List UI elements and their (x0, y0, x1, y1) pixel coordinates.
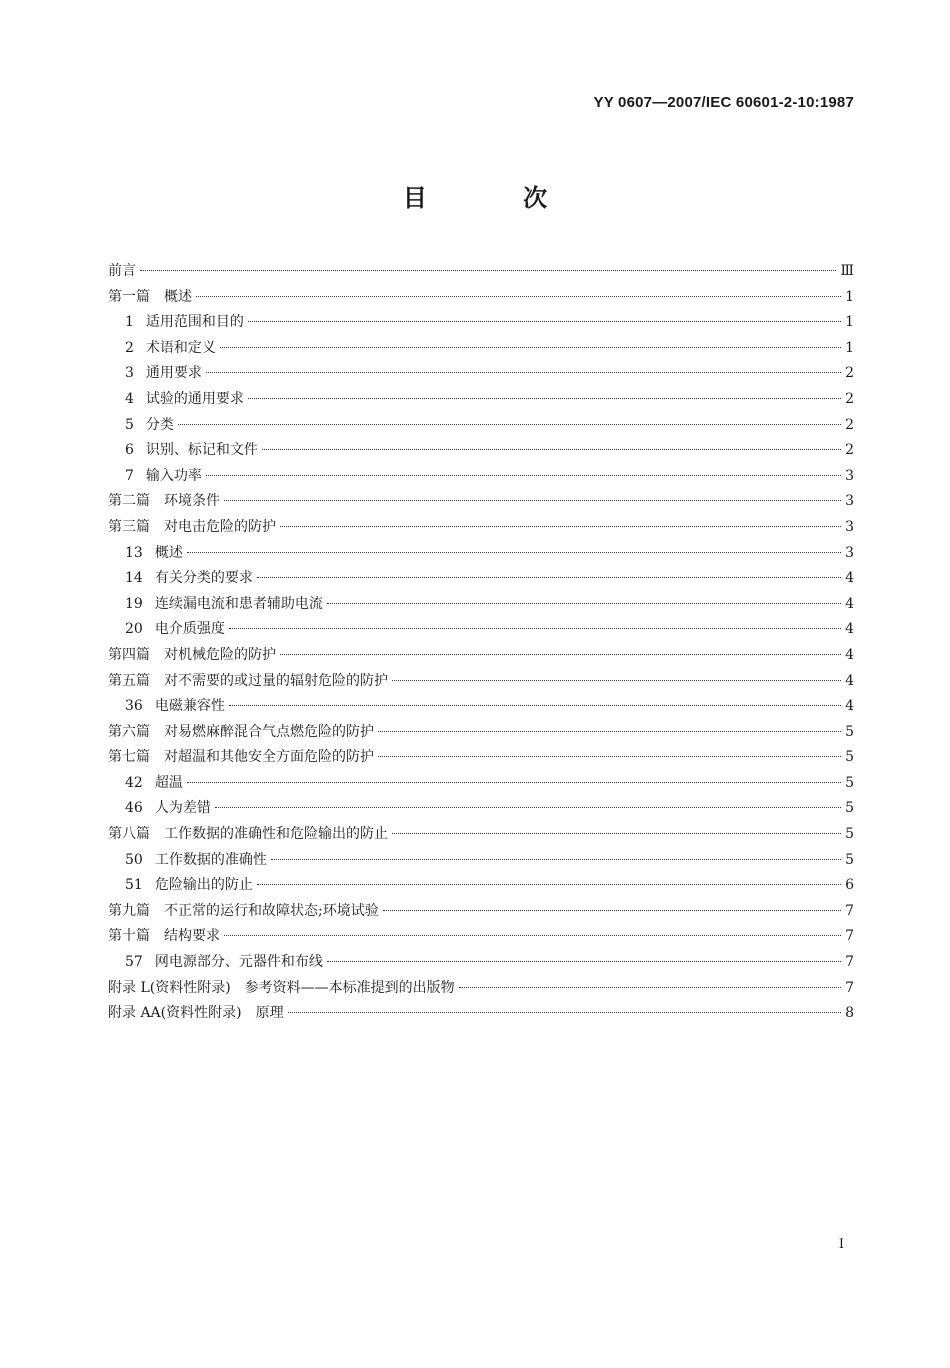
toc-entry-page: 7 (845, 979, 854, 996)
toc-entry-label (108, 285, 192, 311)
dot-leader (229, 705, 841, 706)
toc-entry-label (108, 643, 276, 669)
toc-entry-title: 第七篇 对超温和其他安全方面危险的防护 (108, 749, 374, 766)
toc-entry-page: 5 (845, 800, 854, 817)
toc-entry-label (108, 899, 379, 925)
toc-entry-title: 第一篇 概述 (108, 288, 192, 305)
toc-entry[interactable] (108, 515, 854, 541)
dot-leader (288, 1012, 841, 1013)
toc-entry-page: 4 (845, 646, 854, 663)
toc-entry-title: 第六篇 对易燃麻醉混合气点燃危险的防护 (108, 723, 374, 740)
toc-entry[interactable] (108, 310, 854, 336)
toc-entry-page: 4 (845, 570, 854, 587)
toc-entry-page: 3 (845, 493, 854, 510)
toc-entry[interactable] (108, 924, 854, 950)
toc-entry-title: 分类 (145, 416, 174, 433)
toc-entry-page: 5 (845, 851, 854, 868)
toc-entry-number: 57 (125, 954, 143, 971)
toc-entry[interactable] (108, 771, 854, 797)
toc-entry-title: 第四篇 对机械危险的防护 (108, 646, 276, 663)
toc-entry-label (108, 745, 374, 771)
toc-entry-title: 第三篇 对电击危险的防护 (108, 518, 276, 535)
toc-entry-title: 附录 AA(资料性附录) 原理 (108, 1005, 284, 1022)
toc-entry-number: 1 (125, 314, 134, 331)
toc-entry[interactable] (108, 592, 854, 618)
toc-entry-page: 4 (845, 698, 854, 715)
dot-leader (187, 552, 841, 553)
dot-leader (262, 449, 841, 450)
toc-entry-page: 4 (845, 595, 854, 612)
toc-entry-label (125, 617, 225, 643)
toc-entry-label (125, 336, 216, 362)
toc-entry-page: 4 (845, 621, 854, 638)
toc-entry-title: 适用范围和目的 (145, 314, 244, 331)
toc-entry-label (125, 413, 174, 439)
toc-entry-number: 19 (125, 595, 143, 612)
toc-entry[interactable] (108, 694, 854, 720)
toc-entry[interactable] (108, 438, 854, 464)
dot-leader (327, 961, 841, 962)
toc-entry-title: 术语和定义 (145, 339, 216, 356)
toc-entry-title: 概述 (154, 544, 183, 561)
dot-leader (383, 910, 841, 911)
toc-entry[interactable] (108, 285, 854, 311)
toc-entry-title: 第八篇 工作数据的准确性和危险输出的防止 (108, 826, 388, 843)
toc-entry-page: 1 (845, 339, 854, 356)
toc-entry-title: 超温 (154, 774, 183, 791)
toc-entry-label (125, 387, 244, 413)
toc-entry-label (108, 720, 374, 746)
toc-entry[interactable] (108, 899, 854, 925)
toc-entry-label (108, 1001, 284, 1027)
toc-entry-label (108, 976, 455, 1002)
toc-entry-label (125, 310, 244, 336)
dot-leader (206, 475, 841, 476)
toc-entry-label (108, 515, 276, 541)
toc-entry-page: 2 (845, 390, 854, 407)
toc-entry-number: 50 (125, 851, 143, 868)
toc-entry-title: 通用要求 (145, 365, 202, 382)
toc-entry-label (108, 669, 388, 695)
dot-leader (187, 782, 841, 783)
toc-entry-number: 51 (125, 877, 143, 894)
toc-entry-label (125, 464, 202, 490)
toc-entry[interactable] (108, 361, 854, 387)
dot-leader (459, 987, 841, 988)
page-title: 目 次 (402, 184, 592, 212)
toc-entry-number: 13 (125, 544, 143, 561)
toc-entry-page: Ⅲ (840, 263, 854, 279)
page-number: I (838, 1237, 844, 1252)
dot-leader (196, 296, 841, 297)
toc-entry-label (125, 566, 253, 592)
toc-entry[interactable] (108, 336, 854, 362)
dot-leader (392, 833, 841, 834)
toc-entry[interactable] (108, 464, 854, 490)
toc-entry-number: 14 (125, 570, 143, 587)
toc-entry-label (125, 873, 253, 899)
toc-entry[interactable] (108, 259, 854, 285)
toc-entry-label (108, 924, 220, 950)
toc-entry-label (125, 438, 258, 464)
dot-leader (224, 500, 841, 501)
dot-leader (248, 398, 841, 399)
toc-entry-page: 5 (845, 774, 854, 791)
dot-leader (257, 577, 841, 578)
toc-entry[interactable] (108, 873, 854, 899)
toc-entry[interactable] (108, 745, 854, 771)
toc-entry[interactable] (108, 976, 854, 1002)
toc-entry-label (125, 361, 202, 387)
toc-entry-page: 8 (845, 1005, 854, 1022)
toc-entry-label (108, 822, 388, 848)
toc-entry-title: 试验的通用要求 (145, 390, 244, 407)
toc-entry[interactable] (108, 1001, 854, 1027)
toc-entry[interactable] (108, 848, 854, 874)
toc-entry-page: 6 (845, 877, 854, 894)
toc-entry-title: 识别、标记和文件 (145, 442, 258, 459)
toc-entry[interactable] (108, 566, 854, 592)
toc-entry-page: 3 (845, 544, 854, 561)
dot-leader (257, 884, 841, 885)
toc-entry-title: 电磁兼容性 (154, 698, 225, 715)
toc-entry-title: 第十篇 结构要求 (108, 928, 220, 945)
toc-entry-title: 第五篇 对不需要的或过量的辐射危险的防护 (108, 672, 388, 689)
toc-entry-number: 7 (125, 467, 134, 484)
toc-entry[interactable] (108, 387, 854, 413)
toc-entry[interactable] (108, 489, 854, 515)
toc-entry-number: 46 (125, 800, 143, 817)
toc-entry[interactable] (108, 822, 854, 848)
toc-entry-label (125, 694, 225, 720)
toc-entry-number: 3 (125, 365, 134, 382)
dot-leader (248, 321, 841, 322)
toc-entry-label (125, 541, 183, 567)
toc-entry-title: 有关分类的要求 (154, 570, 253, 587)
toc-entry-number: 36 (125, 698, 143, 715)
toc-entry-page: 4 (845, 672, 854, 689)
toc-entry-title: 第二篇 环境条件 (108, 493, 220, 510)
dot-leader (378, 731, 841, 732)
toc-entry-title: 输入功率 (145, 467, 202, 484)
toc-entry-page: 5 (845, 749, 854, 766)
toc-entry-page: 7 (845, 954, 854, 971)
dot-leader (140, 270, 836, 271)
dot-leader (271, 859, 841, 860)
toc-entry-number: 6 (125, 442, 134, 459)
toc-entry-label (125, 592, 323, 618)
toc-entry[interactable] (108, 541, 854, 567)
toc-entry-title: 第九篇 不正常的运行和故障状态;环境试验 (108, 902, 379, 919)
toc-entry-number: 4 (125, 390, 134, 407)
toc-entry[interactable] (108, 413, 854, 439)
toc-entry-title: 工作数据的准确性 (154, 851, 267, 868)
toc-entry-title: 网电源部分、元器件和布线 (154, 954, 323, 971)
toc-entry-page: 5 (845, 723, 854, 740)
toc-entry-title: 危险输出的防止 (154, 877, 253, 894)
dot-leader (220, 347, 841, 348)
dot-leader (392, 680, 841, 681)
dot-leader (280, 654, 841, 655)
toc-entry-page: 1 (845, 314, 854, 331)
dot-leader (215, 807, 841, 808)
toc-entry[interactable] (108, 720, 854, 746)
toc-entry-page: 7 (845, 928, 854, 945)
toc-entry-label (125, 848, 267, 874)
dot-leader (206, 372, 841, 373)
dot-leader (178, 424, 841, 425)
toc-entry-title: 前言 (108, 263, 136, 279)
toc-entry[interactable] (108, 796, 854, 822)
toc-entry-page: 1 (845, 288, 854, 305)
toc-entry-number: 5 (125, 416, 134, 433)
toc-entry-label (125, 796, 211, 822)
toc-entry-page: 7 (845, 902, 854, 919)
dot-leader (229, 628, 841, 629)
toc-entry[interactable] (108, 950, 854, 976)
document-code: YY 0607—2007/IEC 60601-2-10:1987 (593, 94, 854, 111)
toc-entry-title: 电介质强度 (154, 621, 225, 638)
toc-entry-label (125, 771, 183, 797)
toc-entry-title: 附录 L(资料性附录) 参考资料——本标准提到的出版物 (108, 979, 455, 996)
toc-entry-title: 人为差错 (154, 800, 211, 817)
dot-leader (327, 603, 841, 604)
dot-leader (378, 756, 841, 757)
dot-leader (280, 526, 841, 527)
toc-entry[interactable] (108, 643, 854, 669)
toc-entry-label (125, 950, 323, 976)
toc-entry-label (108, 489, 220, 515)
toc-entry-number: 20 (125, 621, 143, 638)
dot-leader (224, 935, 841, 936)
toc-entry-page: 3 (845, 467, 854, 484)
toc-entry[interactable] (108, 669, 854, 695)
toc-entry-page: 2 (845, 416, 854, 433)
toc-entry-page: 2 (845, 442, 854, 459)
toc-entry-page: 5 (845, 826, 854, 843)
toc-entry-number: 42 (125, 774, 143, 791)
toc-entry-page: 2 (845, 365, 854, 382)
toc-entry-label (108, 259, 136, 285)
toc-entry-title: 连续漏电流和患者辅助电流 (154, 595, 323, 612)
toc-entry-page: 3 (845, 518, 854, 535)
toc-entry[interactable] (108, 617, 854, 643)
table-of-contents (108, 259, 854, 1027)
toc-entry-number: 2 (125, 339, 134, 356)
